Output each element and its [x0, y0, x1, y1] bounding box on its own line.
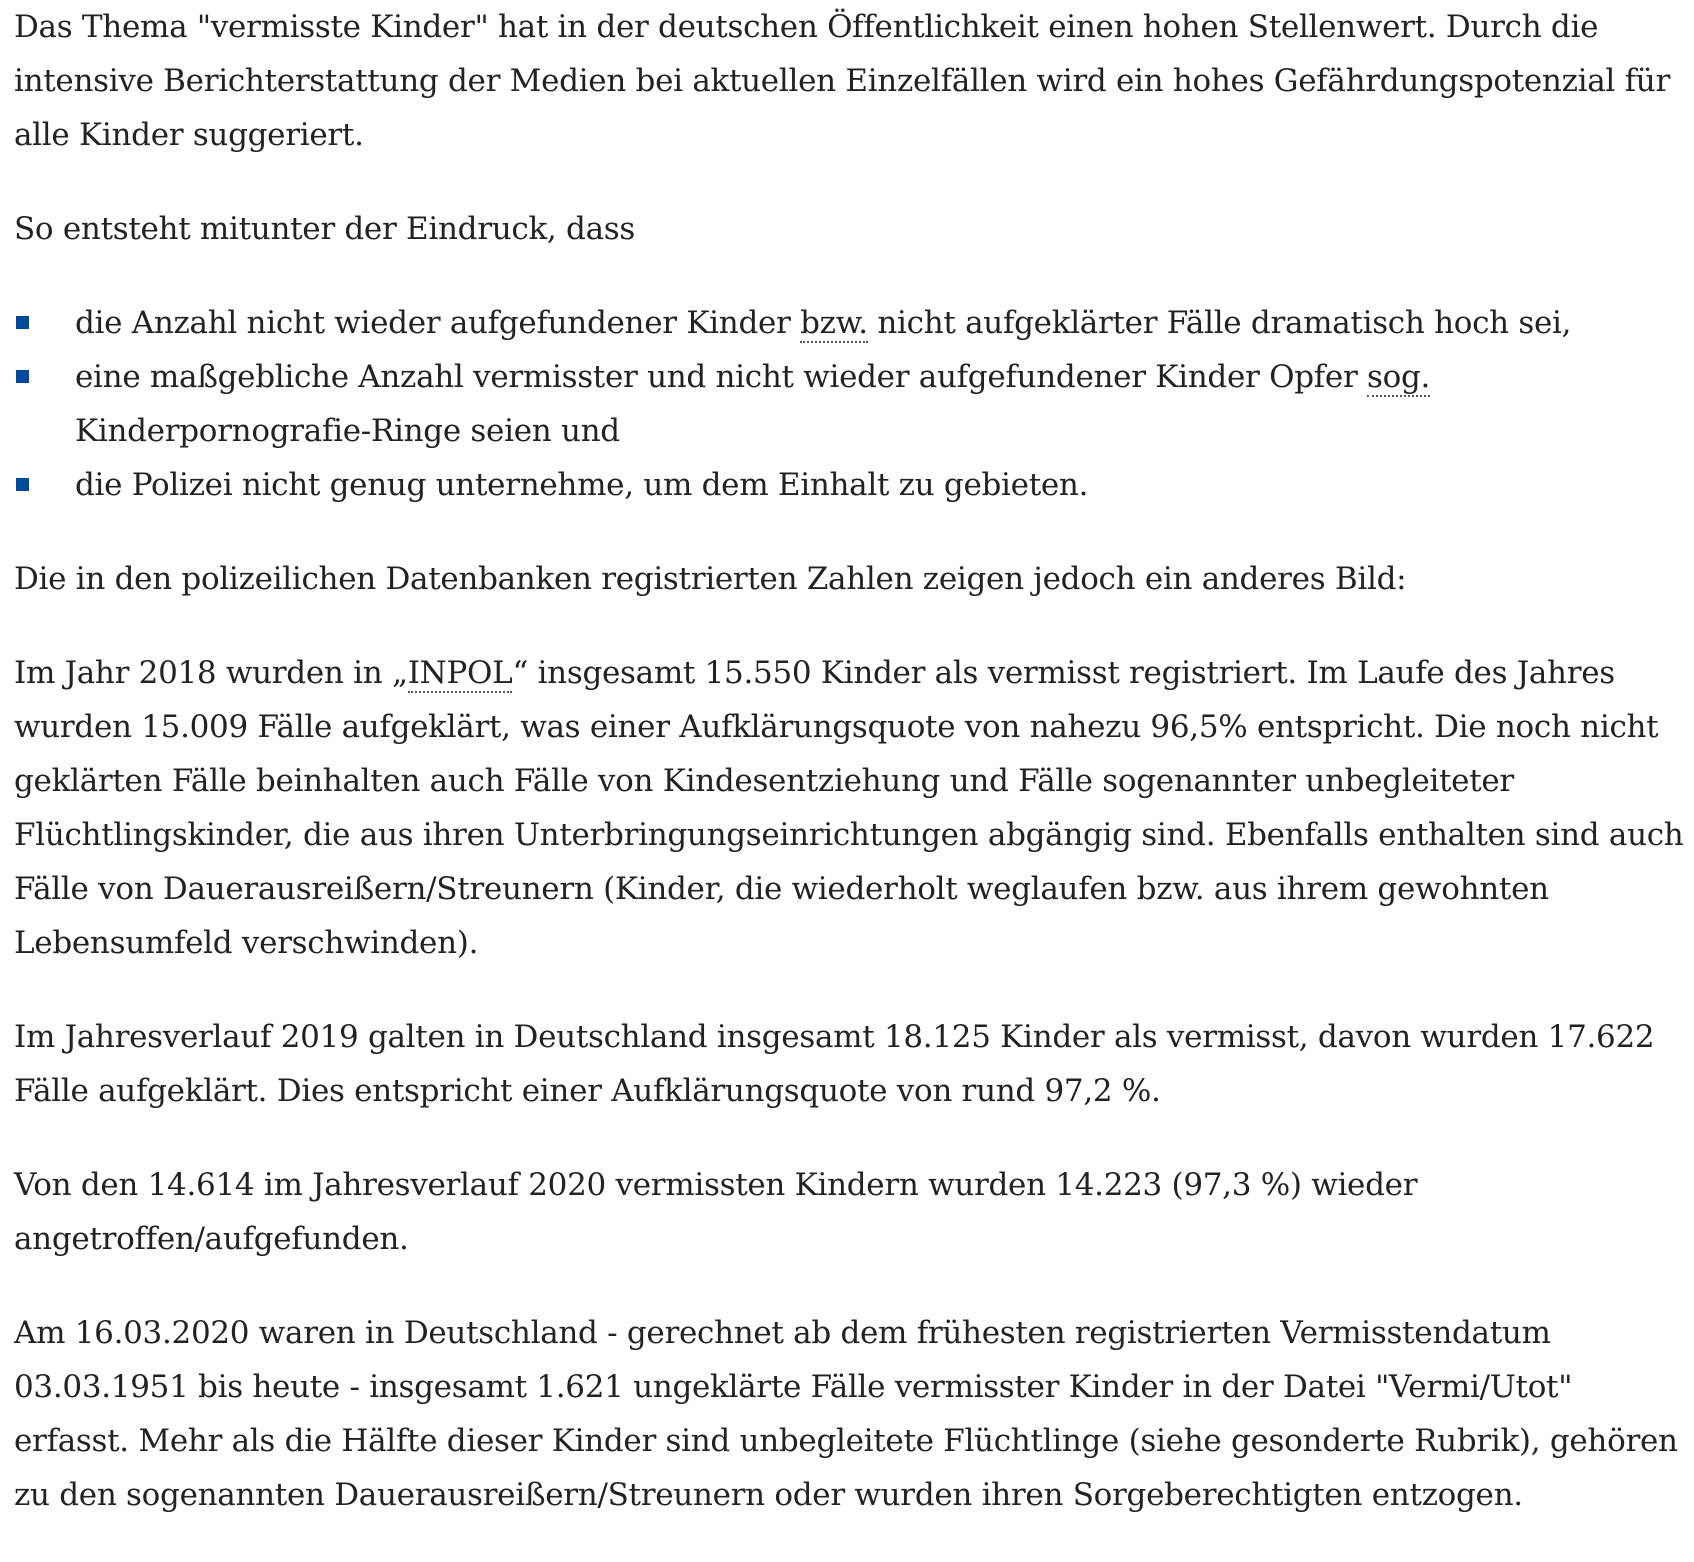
square-bullet-icon [16, 370, 29, 383]
list-item [14, 350, 1686, 458]
unsolved-cases-paragraph: Am 16.03.2020 waren in Deutschland - gerechnet ab dem frühesten registrierten Vermisstendatum 03.03.1951 bis heute - insgesamt 1.621 ungeklärte Fälle vermisster Kinder in der Datei "Vermi/Utot" erfasst. Mehr als die Hälfte dieser Kinder sind unbegleitete Flüchtlinge (siehe gesonderte Rubrik), gehören zu den sogenannten Dauerausreißern/Streunern oder wurden ihren Sorgeberechtigten entzogen. [14, 1315, 1678, 1513]
square-bullet-icon [16, 316, 29, 329]
statistics-2019-paragraph: Im Jahresverlauf 2019 galten in Deutschland insgesamt 18.125 Kinder als vermisst, davon wurden 17.622 Fälle aufgeklärt. Dies entspricht einer Aufklärungsquote von rund 97,2 %. [14, 1019, 1655, 1109]
list-item [14, 458, 1686, 512]
statistics-2018-paragraph [14, 646, 1686, 970]
statistics-2020-paragraph: Von den 14.614 im Jahresverlauf 2020 vermissten Kindern wurden 14.223 (97,3 %) wieder angetroffen/aufgefunden. [14, 1167, 1418, 1257]
list-item [14, 296, 1686, 350]
transition-paragraph: Die in den polizeilichen Datenbanken registrierten Zahlen zeigen jedoch ein anderes Bild: [14, 561, 1407, 597]
list-item-text: die Polizei nicht genug unternehme, um dem Einhalt zu gebieten. [75, 467, 1089, 503]
list-item-text-before: die Anzahl nicht wieder aufgefundener Kinder [75, 305, 801, 341]
list-item-text-after: Kinderpornografie-Ringe seien und [75, 413, 620, 449]
abbreviation-bzw[interactable]: bzw. [800, 305, 868, 341]
list-item-text-before: eine maßgebliche Anzahl vermisster und nicht wieder aufgefundener Kinder Opfer [75, 359, 1368, 395]
abbreviation-inpol[interactable]: INPOL [407, 655, 513, 691]
list-item-text-after: nicht aufgeklärter Fälle dramatisch hoch sei, [867, 305, 1572, 341]
intro-paragraph: Das Thema "vermisste Kinder" hat in der deutschen Öffentlichkeit einen hohen Stellenwert. Durch die intensive Berichterstattung der Medien bei aktuellen Einzelfällen wird ein hohes Gefährdungspotenzial für alle Kinder suggeriert. [14, 9, 1670, 153]
abbreviation-sog[interactable]: sog. [1367, 359, 1431, 395]
statistics-2018-text-before: Im Jahr 2018 wurden in „ [14, 655, 408, 691]
impression-list [14, 296, 1686, 512]
article-body [14, 0, 1686, 1562]
lead-in-paragraph: So entsteht mitunter der Eindruck, dass [14, 211, 635, 247]
statistics-2018-text-after: “ insgesamt 15.550 Kinder als vermisst registriert. Im Laufe des Jahres wurden 15.009 Fälle aufgeklärt, was einer Aufklärungsquote von nahezu 96,5% entspricht. Die noch nicht geklärten Fälle beinhalten auch Fälle von Kindesentziehung und Fälle sogenannter unbegleiteter Flüchtlingskinder, die aus ihren Unterbringungseinrichtungen abgängig sind. Ebenfalls enthalten sind auch Fälle von Dauerausreißern/Streunern (Kinder, die wiederholt weglaufen bzw. aus ihrem gewohnten Lebensumfeld verschwinden). [14, 655, 1684, 961]
square-bullet-icon [16, 478, 29, 491]
